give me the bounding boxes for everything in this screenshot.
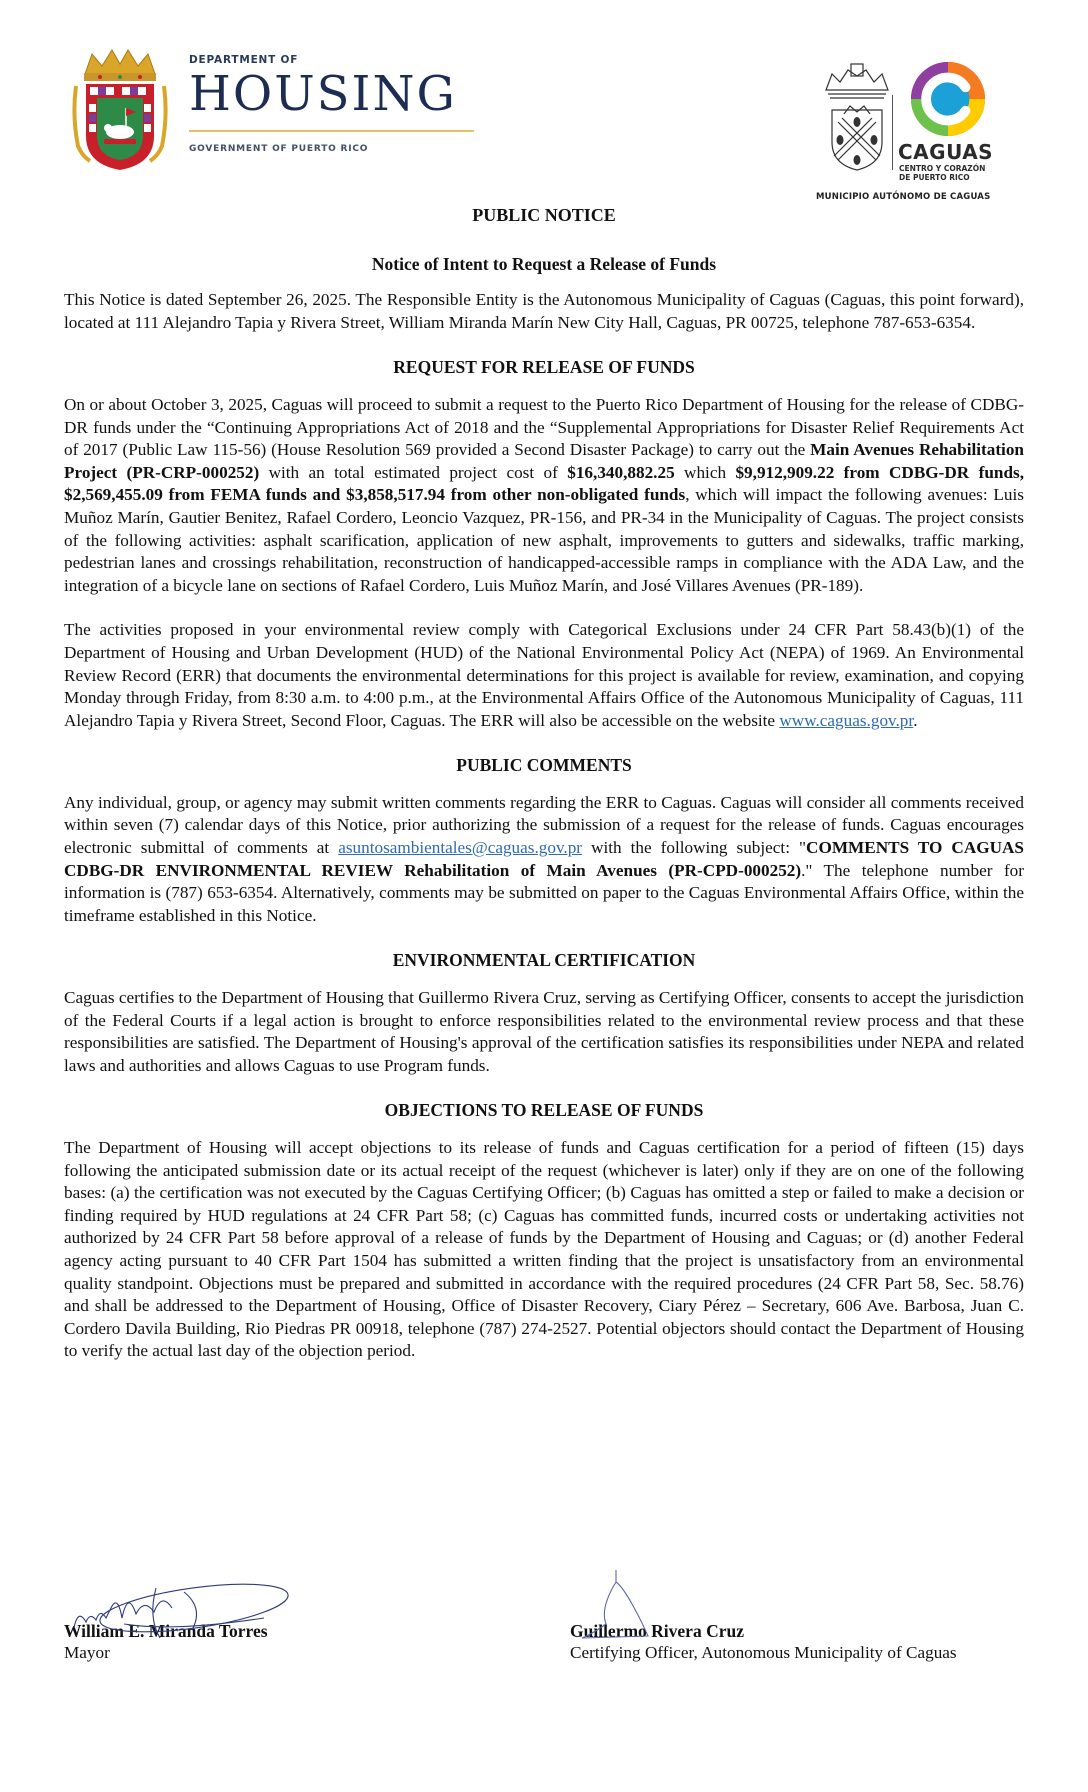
municipio-autonomo-label: MUNICIPIO AUTÓNOMO DE CAGUAS bbox=[816, 192, 991, 202]
certification-paragraph: Caguas certifies to the Department of Housing that Guillermo Rivera Cruz, serving as Certifying Officer, consents to accept the jurisdiction of the Federal Courts if a legal action is brought to enforce responsibilities related to the environmental review process and that these responsibilities are satisfied. The Department of Housing's approval of the certification satisfies its responsibilities under NEPA and related laws and authorities and allows Caguas to use Program funds. bbox=[64, 988, 1024, 1075]
request-text: . bbox=[913, 710, 918, 730]
public-comments-paragraph bbox=[64, 792, 1024, 928]
mayor-name: William E. Miranda Torres bbox=[64, 1621, 268, 1641]
public-comments-heading: PUBLIC COMMENTS bbox=[456, 755, 632, 776]
page-title: PUBLIC NOTICE bbox=[472, 205, 616, 225]
caguas-c-logo-icon bbox=[909, 60, 987, 138]
comments-text: ." The telephone number for information is (787) 653-6354. Alternatively, comments may be submitted on paper to the Caguas Environmental Affairs Office, within the timeframe established in this Notice. bbox=[64, 860, 1024, 925]
email-subject: COMMENTS TO CAGUAS CDBG-DR ENVIRONMENTAL REVIEW Rehabilitation of Main Avenues (PR-CPD-000252) bbox=[64, 838, 1024, 880]
objections-heading: OBJECTIONS TO RELEASE OF FUNDS bbox=[384, 1100, 704, 1121]
department-of-label: DEPARTMENT OF bbox=[189, 54, 299, 66]
total-project-cost: $16,340,882.25 bbox=[567, 462, 675, 482]
department-of-housing-logo bbox=[64, 42, 484, 192]
mayor-signature-block bbox=[64, 1620, 268, 1664]
environmental-certification-heading: ENVIRONMENTAL CERTIFICATION bbox=[392, 950, 696, 971]
logo-divider bbox=[892, 95, 893, 170]
request-text: The activities proposed in your environmental review comply with Categorical Exclusions under 24 CFR Part 58.43(b)(1) of the Department of Housing and Urban Development (HUD) of the National Environmental Policy Act (NEPA) of 1969. An Environmental Review Record (ERR) that documents the environmental determinations for this project is available for review, examination, and copying Monday through Friday, from 8:30 a.m. to 4:00 p.m., at the Environmental Affairs Office of the Autonomous Municipality of Caguas, 111 Alejandro Tapia y Rivera Street, Second Floor, Caguas. The ERR will also be accessible on the website bbox=[64, 620, 1024, 730]
intro-paragraph: This Notice is dated September 26, 2025. The Responsible Entity is the Autonomous Municipality of Caguas (Caguas, this point forward), located at 111 Alejandro Tapia y Rivera Street, William Miranda Marín New City Hall, Caguas, PR 00725, telephone 787-653-6354. bbox=[64, 290, 1024, 332]
caguas-tagline-line2: DE PUERTO RICO bbox=[899, 173, 970, 182]
comments-email-link[interactable]: asuntosambientales@caguas.gov.pr bbox=[338, 838, 583, 858]
notice-subtitle: Notice of Intent to Request a Release of Funds bbox=[371, 253, 717, 274]
caguas-tagline-line1: CENTRO Y CORAZÓN bbox=[899, 164, 986, 173]
request-for-release-heading: REQUEST FOR RELEASE OF FUNDS bbox=[393, 357, 695, 378]
request-text: with an total estimated project cost of bbox=[259, 462, 568, 482]
government-of-puerto-rico-label: GOVERNMENT OF PUERTO RICO bbox=[189, 144, 369, 154]
gold-divider bbox=[189, 130, 474, 132]
housing-label: HOUSING bbox=[189, 66, 457, 122]
caguas-municipality-logo bbox=[810, 60, 1030, 210]
caguas-tagline bbox=[899, 164, 985, 182]
notice-body bbox=[64, 204, 1024, 1363]
request-text: , which will impact the following avenues: Luis Muñoz Marín, Gautier Benitez, Rafael Cordero, Leoncio Vazquez, PR-156, and PR-34 in the Municipality of Caguas. The project consists of the following activities: asphalt scarification, application of new asphalt, improvements to gutters and sidewalks, traffic marking, pedestrian lanes and crossings rehabilitation, reconstruction of handicapped-accessible ramps in compliance with the ADA Law, and the integration of a bicycle lane on sections of Rafael Cordero, Luis Muñoz Marín, and José Villares Avenues (PR-189). bbox=[64, 485, 1024, 595]
certifying-officer-name: Guillermo Rivera Cruz bbox=[570, 1621, 744, 1641]
request-text: On or about October 3, 2025, Caguas will proceed to submit a request to the Puerto Rico Department of Housing for the release of CDBG-DR funds under the “Continuing Appropriations Act of 2018 and the “Supplemental Appropriations for Disaster Relief Requirements Act of 2017 (Public Law 115-56) (House Resolution 569 provided a Second Disaster Package) to carry out the bbox=[64, 394, 1024, 460]
request-paragraph-1 bbox=[64, 394, 1024, 597]
puerto-rico-coat-of-arms-icon bbox=[70, 46, 170, 176]
certifying-officer-signature-block bbox=[570, 1620, 957, 1664]
comments-text: Any individual, group, or agency may submit written comments regarding the ERR to Caguas. Caguas will consider all comments received within seven (7) calendar days of this Notice, prior authorizing the submission of a request for the release of funds. Caguas encourages electronic submittal of comments at bbox=[64, 792, 1024, 858]
request-paragraph-2 bbox=[64, 619, 1024, 732]
request-text: which bbox=[674, 462, 736, 482]
funding-breakdown: $9,912,909.22 from CDBG-DR funds, $2,569,455.09 from FEMA funds and $3,858,517.94 from other non-obligated funds bbox=[64, 462, 1024, 505]
caguas-website-link[interactable]: www.caguas.gov.pr bbox=[779, 710, 914, 730]
caguas-coat-of-arms-icon bbox=[822, 62, 892, 172]
housing-wordmark bbox=[189, 54, 474, 154]
comments-text: with the following subject: " bbox=[582, 838, 807, 858]
objections-paragraph: The Department of Housing will accept objections to its release of funds and Caguas certification for a period of fifteen (15) days following the anticipated submission date or its actual receipt of the request (whichever is later) only if they are on one of the following bases: (a) the certification was not executed by the Caguas Certifying Officer; (b) Caguas has omitted a step or failed to make a decision or finding required by HUD regulations at 24 CFR Part 58; (c) Caguas has committed funds, incurred costs or undertaking activities not authorized by 24 CFR Part 58 before approval of a release of funds by the Department of Housing and Caguas; or (d) another Federal agency acting pursuant to 40 CFR Part 1504 has submitted a written finding that the project is unsatisfactory from an environmental quality standpoint. Objections must be prepared and submitted in accordance with the required procedures (24 CFR Part 58, Sec. 58.76) and shall be addressed to the Department of Housing, Office of Disaster Recovery, Ciary Pérez – Secretary, 606 Ave. Barbosa, Juan C. Cordero Davila Building, Rio Piedras PR 00918, telephone (787) 274-2527. Potential objectors should contact the Department of Housing to verify the actual last day of the objection period. bbox=[64, 1138, 1024, 1361]
project-name: Main Avenues Rehabilitation Project (PR-CRP-000252) bbox=[64, 440, 1024, 482]
certifying-officer-title: Certifying Officer, Autonomous Municipality of Caguas bbox=[570, 1643, 957, 1662]
signature-section bbox=[64, 1620, 1024, 1710]
mayor-title: Mayor bbox=[64, 1643, 110, 1662]
caguas-wordmark: CAGUAS bbox=[898, 140, 994, 164]
